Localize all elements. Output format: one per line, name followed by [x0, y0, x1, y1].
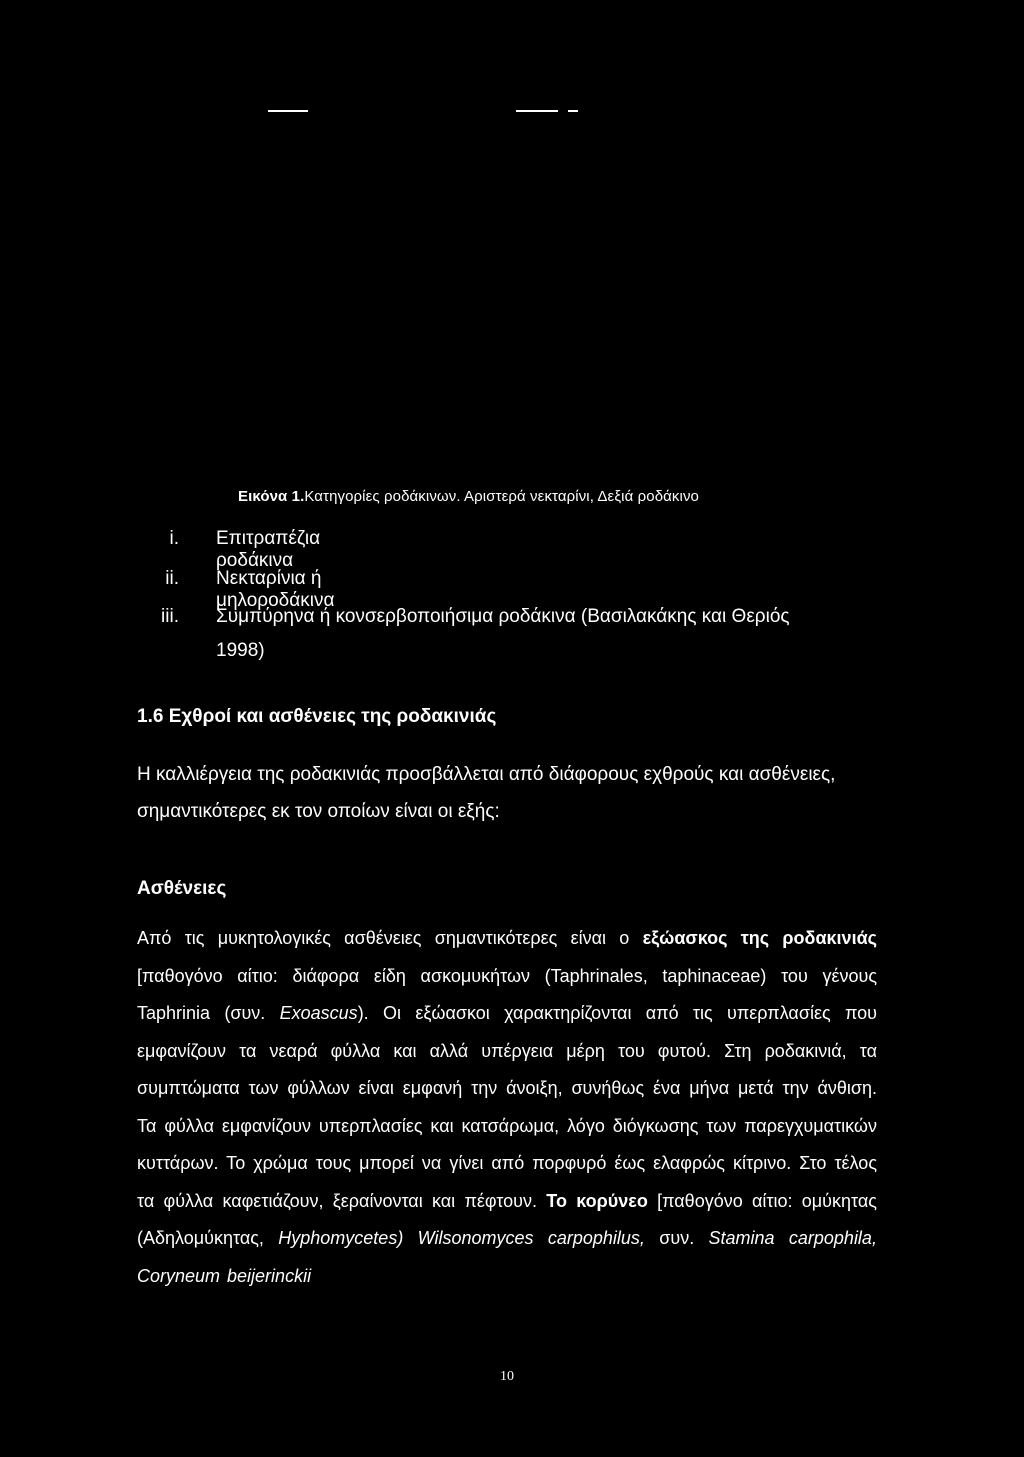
list-item-number: ii.: [165, 568, 179, 589]
page-number: 10: [500, 1369, 514, 1384]
genus-exoascus: Exoascus: [279, 1003, 358, 1023]
diseases-paragraph: [137, 920, 877, 1295]
section-title: 1.6 Εχθροί και ασθένειες της ροδακινιάς: [137, 706, 497, 727]
list-item-text: Συμπύρηνα ή κονσερβοποιήσιμα ροδάκινα (Βασιλακάκης και Θεριός: [216, 606, 790, 627]
list-item-continuation: 1998): [216, 640, 265, 661]
disease-name-exoascus: εξώασκος της ροδακινιάς: [642, 928, 877, 948]
header-rule-dash: [568, 110, 578, 112]
taxon-hyphomycetes: Hyphomycetes): [278, 1228, 404, 1248]
taxon-stamina: Stamina carpophila, Coryneum beijerinckii: [137, 1228, 877, 1286]
diseases-text-4: [παθογόνο αίτιο: ομύκητας (Αδηλομύκητας,: [137, 1190, 877, 1248]
diseases-text-2: [παθογόνο αίτιο: διάφορα είδη ασκομυκήτων (Taphrinales, taphinaceae) του γένους Taphrinia (συν.: [137, 965, 877, 1023]
header-rule-right: [516, 110, 558, 112]
figure-caption-label: Εικόνα 1.: [238, 488, 305, 505]
disease-name-koryneo: Το κορύνεο: [546, 1190, 648, 1211]
list-item-text: Επιτραπέζια ροδάκινα: [216, 528, 321, 571]
diseases-text-1: Από τις μυκητολογικές ασθένειες σημαντικότερες είναι ο: [137, 928, 630, 948]
diseases-heading: Ασθένειες: [137, 878, 227, 899]
section-intro: Η καλλιέργεια της ροδακινιάς προσβάλλεται από διάφορους εχθρούς και ασθένειες, σημαντικότερες εκ τον οποίων είναι οι εξής:: [137, 764, 836, 822]
diseases-text-5: συν.: [659, 1228, 695, 1248]
taxon-wilsonomyces: Wilsonomyces carpophilus,: [417, 1228, 645, 1248]
header-rule-left: [268, 110, 308, 112]
list-item-text: Νεκταρίνια ή μηλοροδάκινα: [216, 568, 335, 611]
list-item-number: iii.: [161, 606, 179, 627]
figure-caption-text: Κατηγορίες ροδάκινων. Αριστερά νεκταρίνι, Δεξιά ροδάκινο: [304, 488, 699, 505]
diseases-text-3: ). Οι εξώασκοι χαρακτηρίζονται από τις υπερπλασίες που εμφανίζουν τα νεαρά φύλλα και αλλά υπέργεια μέρη του φυτού. Στη ροδακινιά, τα συμπτώματα των φύλλων είναι εμφανή την άνοιξη, συνήθως ένα μήνα μετά την άνθιση. Τα φύλλα εμφανίζουν υπερπλασίες και κατσάρωμα, λόγο διόγκωσης των παρεγχυματικών κυττάρων. Το χρώμα τους μπορεί να γίνει από πορφυρό έως ελαφρώς κίτρινο. Στο τέλος τα φύλλα καφετιάζουν, ξεραίνονται και πέφτουν.: [137, 1003, 877, 1211]
list-item-number: i.: [169, 528, 179, 549]
figure-caption: [238, 488, 699, 505]
